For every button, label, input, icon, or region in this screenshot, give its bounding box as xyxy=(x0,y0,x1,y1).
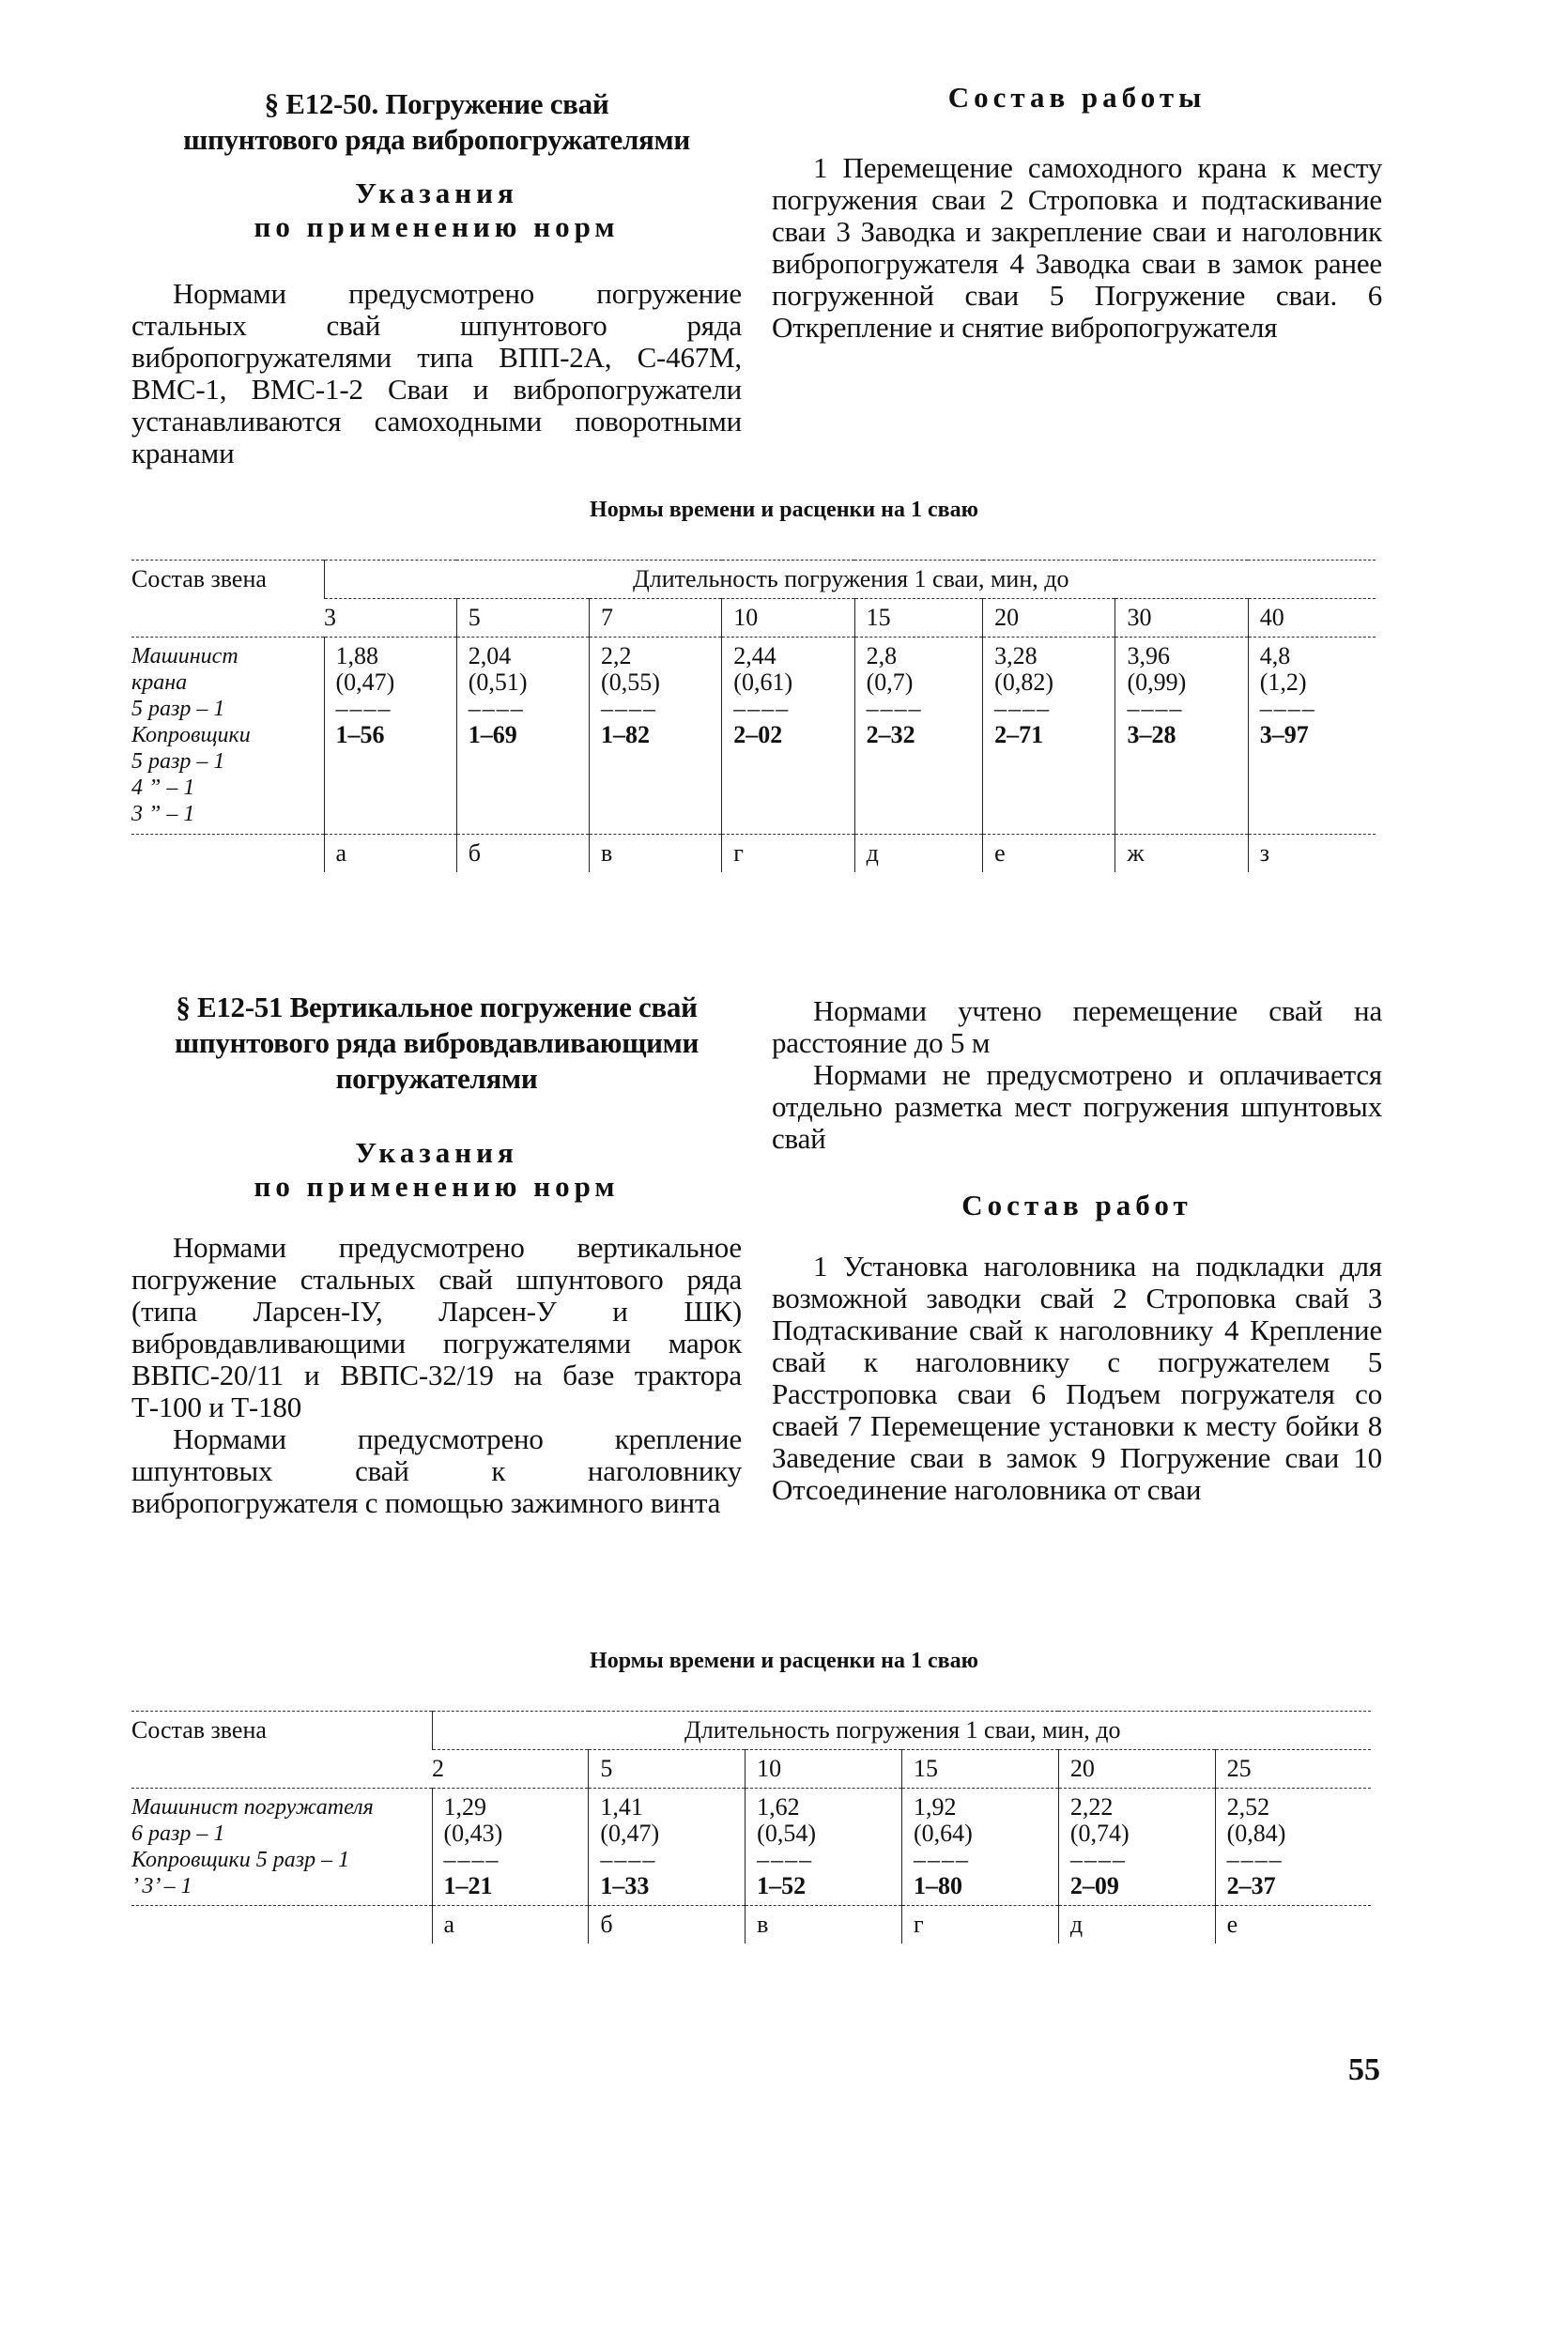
norm-value: 1,88 xyxy=(335,642,378,669)
duration-cell: 10 xyxy=(722,599,854,638)
separator: –––– xyxy=(1226,1846,1284,1873)
norm-machine-value: (0,99) xyxy=(1127,668,1187,696)
section-title-line2: шпунтового ряда вибровдавливающими xyxy=(174,1026,699,1059)
norm-value: 2,04 xyxy=(468,642,512,669)
norm-value: 1,29 xyxy=(443,1793,486,1821)
duration-cell: 5 xyxy=(589,1750,746,1789)
heading-po-primeneniyu: по применению норм xyxy=(254,1170,620,1203)
paragraph: Нормами предусмотрено погружение стальных свай шпунтового ряда вибропогружателями типа ВПП-2А, С-467М, ВМС-1, ВМС-1-2 Сваи и вибропогружатели устанавливаются самоходными поворотными кранами xyxy=(131,277,742,469)
table-caption: Нормы времени и расценки на 1 сваю xyxy=(590,1649,978,1673)
column-letter: з xyxy=(1248,835,1376,873)
column-letter: в xyxy=(590,835,722,873)
crew-composition xyxy=(131,1789,432,1906)
norm-value: 1,92 xyxy=(913,1793,957,1821)
norm-cell xyxy=(456,638,589,835)
norm-cell xyxy=(854,638,983,835)
separator: –––– xyxy=(913,1846,970,1873)
rate-value: 2–02 xyxy=(733,721,783,748)
paragraph-sostav: 1 Перемещение самоходного крана к месту погружения сваи 2 Строповка и подтаскивание сваи 3 Заводка и закрепление сваи и наголовник вибропогружателя 4 Заводка сваи в замок ранее погруженной сваи 5 Погружение сваи. 6 Открепление и снятие вибропогружателя xyxy=(772,151,1382,344)
norm-cell xyxy=(324,638,456,835)
column-letter: в xyxy=(746,1906,902,1944)
letter-label-empty xyxy=(131,835,324,873)
norm-value: 3,28 xyxy=(994,642,1038,669)
separator: –––– xyxy=(757,1846,814,1873)
rate-value: 2–09 xyxy=(1069,1872,1119,1899)
rate-value: 1–21 xyxy=(443,1872,493,1899)
span-header: Длительность погружения 1 сваи, мин, до xyxy=(324,561,1376,599)
span-header: Длительность погружения 1 сваи, мин, до xyxy=(432,1712,1371,1750)
norms-table-1 xyxy=(131,560,1376,872)
column-letter: г xyxy=(901,1906,1058,1944)
section-title-line2: шпунтового ряда вибропогружателями xyxy=(183,123,690,156)
norm-value: 2,52 xyxy=(1226,1793,1270,1821)
separator: –––– xyxy=(600,1846,657,1873)
norm-machine-value: (0,82) xyxy=(994,668,1053,696)
norm-cell xyxy=(1058,1789,1215,1906)
duration-cell: 30 xyxy=(1115,599,1248,638)
section-e12-50-left xyxy=(131,86,742,469)
norm-machine-value: (0,64) xyxy=(913,1820,973,1847)
table-caption: Нормы времени и расценки на 1 сваю xyxy=(590,498,978,522)
norm-machine-value: (0,7) xyxy=(866,668,914,696)
norm-machine-value: (0,74) xyxy=(1069,1820,1130,1847)
rate-value: 1–80 xyxy=(913,1872,962,1899)
role-line: Копровщики 5 разр – 1 xyxy=(131,1848,350,1872)
norm-cell xyxy=(589,1789,746,1906)
norm-value: 1,62 xyxy=(757,1793,800,1821)
rate-value: 1–33 xyxy=(600,1872,650,1899)
rate-value: 2–37 xyxy=(1226,1872,1276,1899)
section-title-line3: погружателями xyxy=(335,1062,538,1095)
role-line: 3 ” – 1 xyxy=(131,802,195,826)
column-letter: е xyxy=(983,835,1115,873)
norm-cell xyxy=(590,638,722,835)
col-header: Состав звена xyxy=(131,1712,432,1789)
separator: –––– xyxy=(335,695,392,722)
heading-po-primeneniyu: по применению норм xyxy=(254,210,620,243)
rate-value: 2–71 xyxy=(994,721,1044,748)
rate-value: 1–56 xyxy=(335,721,385,748)
norm-machine-value: (0,47) xyxy=(600,1820,660,1847)
column-letter: а xyxy=(324,835,456,873)
separator: –––– xyxy=(866,695,923,722)
norm-machine-value: (0,47) xyxy=(335,668,395,696)
role-line: 4 ” – 1 xyxy=(131,776,195,800)
rate-value: 1–52 xyxy=(757,1872,807,1899)
separator: –––– xyxy=(468,695,525,722)
duration-cell: 3 xyxy=(324,599,456,638)
crew-composition xyxy=(131,638,324,835)
norm-machine-value: (0,43) xyxy=(443,1820,503,1847)
heading-sostav-raboty: Состав работы xyxy=(947,81,1207,114)
norm-cell xyxy=(722,638,854,835)
norm-machine-value: (0,54) xyxy=(757,1820,816,1847)
separator: –––– xyxy=(733,695,791,722)
separator: –––– xyxy=(443,1846,500,1873)
norm-cell xyxy=(1215,1789,1371,1906)
paragraph: Нормами не предусмотрено и оплачивается отдельно разметка мест погружения шпунтовых свай xyxy=(772,1058,1382,1155)
norms-table-2 xyxy=(131,1711,1371,1944)
norm-value: 3,96 xyxy=(1127,642,1170,669)
duration-cell: 20 xyxy=(983,599,1115,638)
column-letter: а xyxy=(432,1906,589,1944)
column-letter: г xyxy=(722,835,854,873)
section-title: § Е12-50. Погружение свай xyxy=(264,87,609,120)
section-e12-51-right xyxy=(772,995,1382,1506)
rate-value: 1–82 xyxy=(601,721,651,748)
norm-value: 2,22 xyxy=(1069,1793,1114,1821)
rate-value: 3–97 xyxy=(1259,721,1309,748)
norm-machine-value: (0,51) xyxy=(468,668,528,696)
duration-cell: 15 xyxy=(901,1750,1058,1789)
duration-cell: 5 xyxy=(456,599,589,638)
role-line: Машинист погружателя xyxy=(131,1795,374,1820)
norm-cell xyxy=(983,638,1115,835)
separator: –––– xyxy=(1259,695,1316,722)
role-line: крана xyxy=(131,670,188,695)
page-number: 55 xyxy=(1348,2052,1380,2087)
rate-value: 2–32 xyxy=(866,721,915,748)
column-letter: е xyxy=(1215,1906,1371,1944)
separator: –––– xyxy=(1127,695,1184,722)
norm-machine-value: (0,61) xyxy=(733,668,793,696)
heading-sostav-rabot: Состав работ xyxy=(961,1189,1192,1222)
duration-cell: 15 xyxy=(854,599,983,638)
column-letter: б xyxy=(456,835,589,873)
paragraph: Нормами учтено перемещение свай на расстояние до 5 м xyxy=(772,994,1382,1059)
column-letter: д xyxy=(854,835,983,873)
rate-value: 1–69 xyxy=(468,721,517,748)
role-line: ’ 3’ – 1 xyxy=(131,1874,192,1898)
separator: –––– xyxy=(1069,1846,1127,1873)
duration-cell: 20 xyxy=(1058,1750,1215,1789)
paragraph-sostav: 1 Установка наголовника на подкладки для возможной заводки свай 2 Строповка свай 3 Подтаскивание свай к наголовнику 4 Крепление свай к наголовнику с погружателем 5 Расстроповка сваи 6 Подъем погружателя со сваей 7 Перемещение установки к месту бойки 8 Заведение сваи в замок 9 Погружение сваи 10 Отсоединение наголовника от сваи xyxy=(772,1250,1382,1506)
column-letter: б xyxy=(589,1906,746,1944)
section-e12-51-left xyxy=(131,990,742,1519)
separator: –––– xyxy=(601,695,658,722)
norm-cell xyxy=(1115,638,1248,835)
section-e12-50-right xyxy=(772,81,1382,344)
norm-cell xyxy=(901,1789,1058,1906)
duration-cell: 2 xyxy=(432,1750,589,1789)
heading-ukazania: Указания xyxy=(355,1136,518,1169)
duration-cell: 10 xyxy=(746,1750,902,1789)
norm-value: 1,41 xyxy=(600,1793,643,1821)
duration-cell: 40 xyxy=(1248,599,1376,638)
duration-cell: 25 xyxy=(1215,1750,1371,1789)
norm-value: 4,8 xyxy=(1259,642,1291,669)
section-title: § Е12-51 Вертикальное погружение свай xyxy=(176,991,698,1023)
paragraph: Нормами предусмотрено крепление шпунтовых свай к наголовнику вибропогружателя с помощью зажимного винта xyxy=(131,1422,742,1519)
heading-ukazania: Указания xyxy=(355,177,518,209)
col-header: Состав звена xyxy=(131,561,324,638)
norm-machine-value: (1,2) xyxy=(1259,668,1307,696)
duration-cell: 7 xyxy=(590,599,722,638)
role-line: 6 разр – 1 xyxy=(131,1821,225,1846)
paragraph: Нормами предусмотрено вертикальное погружение стальных свай шпунтового ряда (типа Ларсен-IУ, Ларсен-У и ШК) вибровдавливающими погружателями марок ВВПС-20/11 и ВВПС-32/19 на базе трактора Т-100 и Т-180 xyxy=(131,1231,742,1423)
column-letter: ж xyxy=(1115,835,1248,873)
separator: –––– xyxy=(994,695,1052,722)
rate-value: 3–28 xyxy=(1127,721,1176,748)
role-line: Копровщики xyxy=(131,723,251,747)
role-line: Машинист xyxy=(131,644,238,668)
norm-cell xyxy=(1248,638,1376,835)
norm-cell xyxy=(746,1789,902,1906)
norm-value: 2,8 xyxy=(866,642,898,669)
norm-cell xyxy=(432,1789,589,1906)
role-line: 5 разр – 1 xyxy=(131,749,225,774)
norm-machine-value: (0,55) xyxy=(601,668,660,696)
norm-value: 2,2 xyxy=(601,642,632,669)
norm-machine-value: (0,84) xyxy=(1226,1820,1286,1847)
column-letter: д xyxy=(1058,1906,1215,1944)
role-line: 5 разр – 1 xyxy=(131,697,225,721)
norm-value: 2,44 xyxy=(733,642,776,669)
letter-label-empty xyxy=(131,1906,432,1944)
